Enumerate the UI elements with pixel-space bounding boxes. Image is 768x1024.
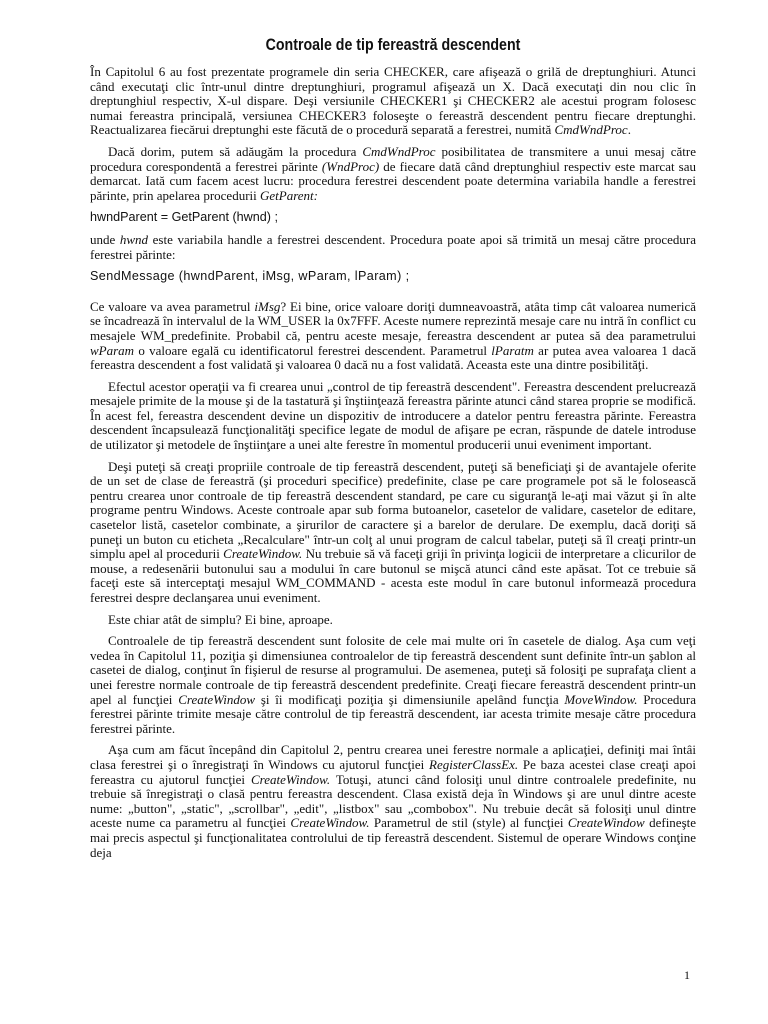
italic-run: CmdWndProc <box>554 122 628 138</box>
text-run: Nu trebuie să vă faceţi griji în privinţa logicii de interpretare a clicurilor de mouse, a redesenării butonului sau a modului în care butonul se mişcă atunci când este apăsat. Tot ce trebuie să faceţi este să interceptaţi mesajul WM_COMMAND - acesta este modul în care butonul informează procedura ferestrei despre declanşarea unui eveniment. <box>90 546 697 605</box>
italic-run: RegisterClassEx. <box>429 756 519 772</box>
text-run: În Capitolul 6 au fost prezentate programele din seria CHECKER, care afişează o grilă de dreptunghiuri. Atunci când executaţi clic într-unul dintre dreptunghiuri, programul afişează un X. Dacă executaţi din nou clic în dreptunghiul respectiv, X-ul dispare. Deşi versiunile CHECKER1 şi CHECKER2 ale acestui program folosesc numai fereastra principală, versiunea CHECKER3 foloseşte o fereastră descendent pentru fiecare dreptunghi. Reactualizarea fiecărui dreptunghi este făcută de o procedură separată a ferestrei, numită <box>90 64 696 138</box>
italic-run: lParatm <box>491 342 534 358</box>
paragraph-4 <box>90 300 696 373</box>
italic-run: CreateWindow <box>178 691 255 707</box>
paragraph-5: Efectul acestor operaţii va fi crearea unui „control de tip fereastră descendent". Fereastra descendent prelucrează mesajele primite de la mouse şi de la tastatură şi înştiinţează fereastra părinte atunci când starea proprie se modifică. În acest fel, fereastra descendent devine un dispozitiv de introducere a datelor pentru fereastra părinte. Fereastra descendent încapsulează funcţionalităţi specifice legate de modul de afişare pe ecran, răspunde de datele introduse de utilizator şi metodele de înştiinţare a unei alte ferestre în momentul producerii unui eveniment important. <box>90 378 696 453</box>
paragraph-9 <box>90 743 696 860</box>
paragraph-1 <box>90 65 696 138</box>
paragraph-3 <box>90 233 696 262</box>
text-run: Totuşi, atunci când folosiţi unul dintre controalele predefinite, nu trebuie să înregistraţi o clasă pentru fereastra descendent. Clasa există deja în Windows şi are unul dintre aceste nume: „button", „static", „scrollbar", „edit", „listbox" sau „combobox". Nu trebuie decât să folosiţi unul dintre aceste nume ca parametru al funcţiei <box>90 771 696 831</box>
italic-run: CreateWindow <box>567 815 645 831</box>
italic-run: iMsg <box>254 298 281 314</box>
text-run: este variabila handle a ferestrei descendent. Procedura poate apoi să trimită un mesaj către procedura ferestrei părinte: <box>90 231 696 262</box>
text-run: ar putea avea valoarea 1 dacă fereastra descendent a fost validată şi valoarea 0 dacă nu a fost validată. Aceasta este una dintre posibilităţi. <box>90 342 696 373</box>
italic-run: CreateWindow. <box>251 771 331 787</box>
italic-run: (WndProc) <box>321 158 380 174</box>
text-run: Ce valoare va avea parametrul <box>90 298 255 314</box>
text-run: defineşte mai precis aspectul şi funcţionalitatea controlului de tip fereastră descendent. Sistemul de operare Windows conţine deja <box>90 815 697 860</box>
text-run: Parametrul de stil (style) al funcţiei <box>369 815 568 831</box>
text-run: Procedura ferestrei părinte trimite mesaje către controlul de tip fereastră descendent, iar acesta trimite mesaje către procedura ferestrei părinte. <box>90 691 697 736</box>
text-run: posibilitatea de transmitere a unui mesaj către procedura corespondentă a ferestrei părinte <box>90 143 696 174</box>
page-title: Controale de tip fereastră descendent <box>265 36 521 54</box>
text-run: Dacă dorim, putem să adăugăm la procedura <box>108 143 363 159</box>
paragraph-8 <box>90 634 696 736</box>
paragraph-7: Este chiar atât de simplu? Ei bine, aproape. <box>108 611 333 627</box>
text-run: Aşa cum am făcut începând din Capitolul 2, pentru crearea unei ferestre normale a aplicaţiei, definiţi mai întâi clasa ferestrei şi o înregistraţi în Windows cu ajutorul funcţiei <box>90 742 696 772</box>
italic-run: GetParent: <box>260 187 318 203</box>
italic-run: CreateWindow. <box>223 546 303 562</box>
italic-run: CreateWindow. <box>290 815 370 831</box>
text-run: ? Ei bine, orice valoare doriţi dumneavoastră, atâta timp cât valoarea numerică se încadrează în intervalul de la WM_USER la 0x7FFF. Aceste numere reprezintă mesaje care nu intră în conflict cu mesajele WM_predefinite. Probabil că, pentru aceste mesaje, fereastra descendent ar putea să dea parametrului <box>90 298 697 343</box>
italic-run: CmdWndProc <box>362 143 436 159</box>
text-run: Pe baza acestei clase creaţi apoi fereastra cu ajutorul funcţiei <box>90 756 696 787</box>
page-number: 1 <box>684 968 690 982</box>
text-run: de fiecare dată când dreptunghiul respectiv este marcat sau demarcat. Iată cum facem acest lucru: procedura ferestrei descendent poate determina variabila handle a ferestrei părinte, prin apelarea procedurii <box>90 158 696 203</box>
text-run: Deşi puteţi să creaţi propriile controale de tip fereastră descendent, puteţi să beneficiaţi şi de avantajele oferite de un set de clase de fereastră (şi proceduri specifice) predefinite, clase pe care programele pot să le folosească pentru crearea unor controale de tip fereastră descendent standard, pe care cu siguranţă le-aţi mai văzut şi în alte programe pentru Windows. Aceste controale apar sub forma butoanelor, casetelor de validare, casetelor de editare, casetelor listă, casetelor combinate, a şirurilor de caractere şi a barelor de derulare. De exemplu, dacă doriţi să puneţi un buton cu eticheta „Recalculare" într-un colţ al unui program de calcul tabelar, puteţi să îl creaţi printr-un simplu apel al procedurii <box>90 458 696 562</box>
italic-run: MoveWindow. <box>564 691 638 707</box>
text-run: o valoare egală cu identificatorul ferestrei descendent. Parametrul <box>134 342 492 358</box>
italic-run: wParam <box>90 342 135 358</box>
text-run: Controalele de tip fereastră descendent sunt folosite de cele mai multe ori în casetele de dialog. Aşa cum veţi vedea în Capitolul 11, poziţia şi dimensiunea controalelor de tip fereastră descendent sunt definite într-un şablon al casetei de dialog, conţinut în fişierul de resurse al programului. De asemenea, puteţi să folosiţi pe suprafaţa client a unei ferestre normale controale de tip fereastră descendent predefinite. Creaţi fiecare fereastră descendent printr-un apel al funcţiei <box>90 633 696 707</box>
code-line-getparent: hwndParent = GetParent (hwnd) ; <box>90 210 278 225</box>
text-run: şi îi modificaţi poziţia şi dimensiunile apelând funcţia <box>255 691 565 707</box>
italic-run: hwnd <box>119 231 149 247</box>
text-run: unde <box>90 231 120 247</box>
paragraph-6 <box>90 460 696 606</box>
code-line-sendmessage: SendMessage (hwndParent, iMsg, wParam, lParam) ; <box>90 269 410 284</box>
paragraph-2 <box>90 145 696 203</box>
text-run: . <box>627 122 631 138</box>
